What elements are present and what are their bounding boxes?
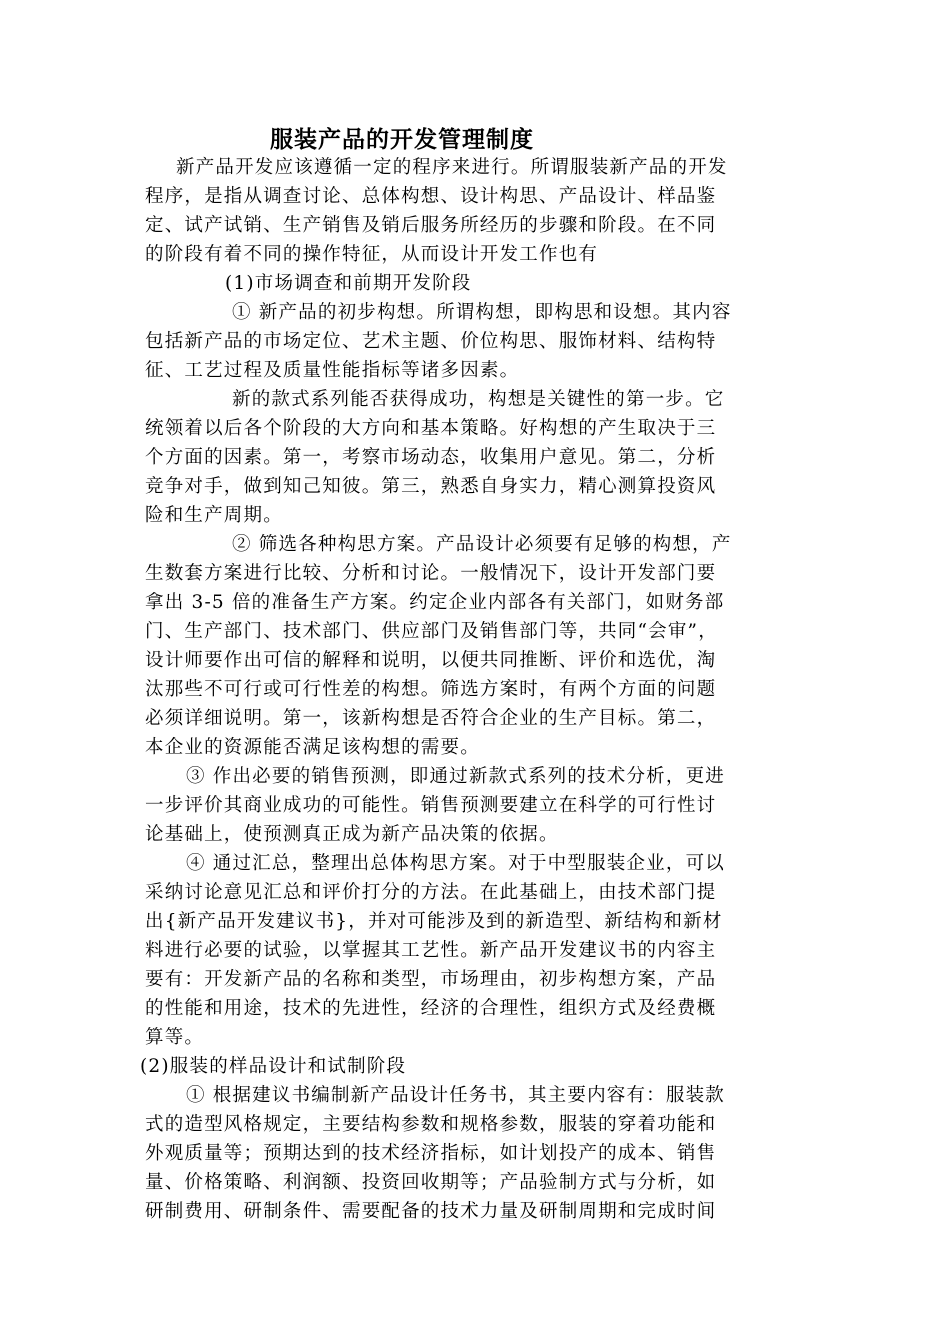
paragraph-line: 程序，是指从调查讨论、总体构想、设计构思、产品设计、样品鉴 [145,186,717,207]
paragraph-line: 门、生产部门、技术部门、供应部门及销售部门等，共同“会审”， [145,621,718,642]
paragraph-line: 必须详细说明。第一，该新构想是否符合企业的生产目标。第二， [145,708,717,729]
paragraph-line: ① 根据建议书编制新产品设计任务书，其主要内容有：服装款 [186,1085,725,1106]
paragraph-line: 新的款式系列能否获得成功，构想是关键性的第一步。它 [232,389,725,410]
paragraph-line: 量、价格策略、利润额、投资回收期等；产品验制方式与分析，如 [145,1172,717,1193]
paragraph-line: 外观质量等；预期达到的技术经济指标，如计划投产的成本、销售 [145,1143,717,1164]
paragraph-line: 出{新产品开发建议书}，并对可能涉及到的新造型、新结构和新材 [145,911,723,932]
paragraph-line: 算等。 [145,1027,205,1048]
paragraph-line: 包括新产品的市场定位、艺术主题、价位构思、服饰材料、结构特 [145,331,717,352]
paragraph-line: 定、试产试销、生产销售及销后服务所经历的步骤和阶段。在不同 [145,215,717,236]
paragraph-line: 统领着以后各个阶段的大方向和基本策略。好构想的产生取决于三 [145,418,717,439]
paragraph-line: 新产品开发应该遵循一定的程序来进行。所谓服装新产品的开发 [176,157,728,178]
paragraph-line: 式的造型风格规定，主要结构参数和规格参数，服装的穿着功能和 [145,1114,717,1135]
paragraph-line: 料进行必要的试验，以掌握其工艺性。新产品开发建议书的内容主 [145,940,717,961]
paragraph-line: ① 新产品的初步构想。所谓构想，即构思和设想。其内容 [232,302,732,323]
paragraph-line: 研制费用、研制条件、需要配备的技术力量及研制周期和完成时间 [145,1201,717,1222]
paragraph-line: 的阶段有着不同的操作特征，从而设计开发工作也有 [145,244,599,265]
section-heading: (2)服装的样品设计和试制阶段 [140,1056,407,1077]
paragraph-line: 征、工艺过程及质量性能指标等诸多因素。 [145,360,520,381]
paragraph-line: 个方面的因素。第一，考察市场动态，收集用户意见。第二，分析 [145,447,717,468]
paragraph-line: 险和生产周期。 [145,505,283,526]
paragraph-line: ③ 作出必要的销售预测，即通过新款式系列的技术分析，更进 [186,766,725,787]
paragraph-line: 拿出 3-5 倍的准备生产方案。约定企业内部各有关部门，如财务部 [145,592,725,613]
paragraph-line: 本企业的资源能否满足该构想的需要。 [145,737,480,758]
paragraph-line: 汰那些不可行或可行性差的构想。筛选方案时，有两个方面的问题 [145,679,717,700]
paragraph-line: 采纳讨论意见汇总和评价打分的方法。在此基础上，由技术部门提 [145,882,717,903]
paragraph-line: ② 筛选各种构思方案。产品设计必须要有足够的构想，产 [232,534,732,555]
paragraph-line: ④ 通过汇总，整理出总体构思方案。对于中型服装企业，可以 [186,853,725,874]
paragraph-line: 竞争对手，做到知己知彼。第三，熟悉自身实力，精心测算投资风 [145,476,717,497]
paragraph-line: 设计师要作出可信的解释和说明，以便共同推断、评价和选优，淘 [145,650,717,671]
paragraph-line: 一步评价其商业成功的可能性。销售预测要建立在科学的可行性讨 [145,795,717,816]
paragraph-line: 论基础上，使预测真正成为新产品决策的依据。 [145,824,559,845]
paragraph-line: 要有：开发新产品的名称和类型，市场理由，初步构想方案，产品 [145,969,717,990]
paragraph-line: 的性能和用途，技术的先进性，经济的合理性，组织方式及经费概 [145,998,717,1019]
section-heading: (1)市场调查和前期开发阶段 [225,273,472,294]
paragraph-line: 生数套方案进行比较、分析和讨论。一般情况下，设计开发部门要 [145,563,717,584]
document-title: 服装产品的开发管理制度 [270,126,534,153]
